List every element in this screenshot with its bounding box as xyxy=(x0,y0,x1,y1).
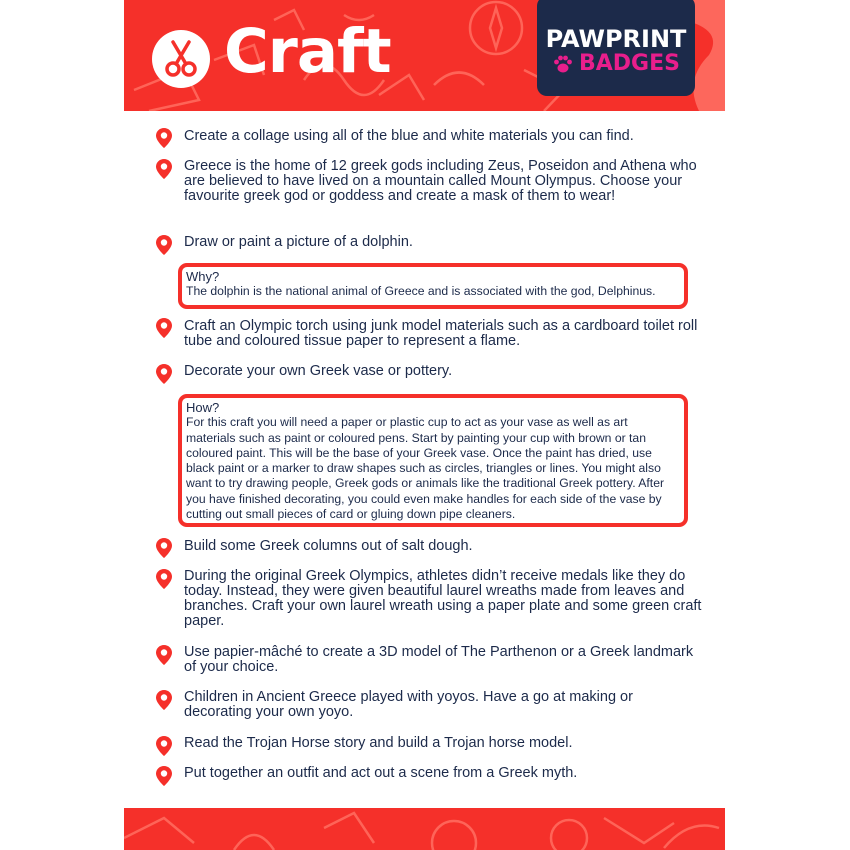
why-info-box xyxy=(178,263,688,309)
list-item: Create a collage using all of the blue and white materials you can find. xyxy=(184,128,634,144)
location-pin-icon xyxy=(156,235,172,255)
logo-text-pawprint: PAWPRINT xyxy=(545,25,687,53)
why-text: The dolphin is the national animal of Greece and is associated with the god, Delphinus. xyxy=(186,284,656,299)
list-item: Greece is the home of 12 greek gods including Zeus, Poseidon and Athena who are believed to have lived on a mountain called Mount Olympus. Choose your favourite greek god or goddess and create a mask of them to wear! xyxy=(184,158,697,204)
list-item: Draw or paint a picture of a dolphin. xyxy=(184,234,413,250)
location-pin-icon xyxy=(156,569,172,589)
list-item: Decorate your own Greek vase or pottery. xyxy=(184,363,453,379)
why-heading: Why? xyxy=(186,269,220,284)
list-item: Craft an Olympic torch using junk model materials such as a cardboard toilet roll tube and coloured tissue paper to represent a flame. xyxy=(184,318,698,349)
list-item: Put together an outfit and act out a scene from a Greek myth. xyxy=(184,765,578,781)
pawprint-badges-logo xyxy=(537,0,695,96)
list-item: Read the Trojan Horse story and build a Trojan horse model. xyxy=(184,735,573,751)
location-pin-icon xyxy=(156,736,172,756)
how-text: For this craft you will need a paper or plastic cup to act as your vase as well as art materials such as paint or coloured pens. Start by painting your cup with brown or tan coloured paint. This will be the base of your Greek vase. Once the paint has dried, use black paint or a marker to draw shapes such as circles, triangles or lines. You might also want to try drawing people, Greek gods or animals like the traditional Greek pottery. After you have finished decorating, you could even make handles for each side of the vase by cutting out small pieces of card or gluing down pipe cleaners. xyxy=(186,415,665,522)
location-pin-icon xyxy=(156,159,172,179)
craft-logo xyxy=(152,30,210,88)
activity-sheet xyxy=(124,0,725,850)
header-banner xyxy=(124,0,725,111)
location-pin-icon xyxy=(156,364,172,384)
list-item: Children in Ancient Greece played with yoyos. Have a go at making or decorating your own yoyo. xyxy=(184,689,633,720)
how-info-box xyxy=(178,394,688,527)
list-item: Build some Greek columns out of salt dough. xyxy=(184,538,473,554)
scissors-icon xyxy=(164,40,198,78)
how-heading: How? xyxy=(186,400,220,415)
location-pin-icon xyxy=(156,128,172,148)
location-pin-icon xyxy=(156,538,172,558)
list-item: Use papier-mâché to create a 3D model of The Parthenon or a Greek landmark of your choice. xyxy=(184,644,694,675)
location-pin-icon xyxy=(156,690,172,710)
list-item: During the original Greek Olympics, athletes didn’t receive medals like they do today. Instead, they were given beautiful laurel wreaths made from leaves and branches. Craft your own laurel wreath using a paper plate and some green craft paper. xyxy=(184,568,702,629)
doodle-pattern xyxy=(124,808,725,850)
footer-banner xyxy=(124,808,725,850)
page-title: Craft xyxy=(224,16,391,87)
logo-text-badges: BADGES xyxy=(579,51,680,76)
location-pin-icon xyxy=(156,645,172,665)
location-pin-icon xyxy=(156,318,172,338)
location-pin-icon xyxy=(156,766,172,786)
